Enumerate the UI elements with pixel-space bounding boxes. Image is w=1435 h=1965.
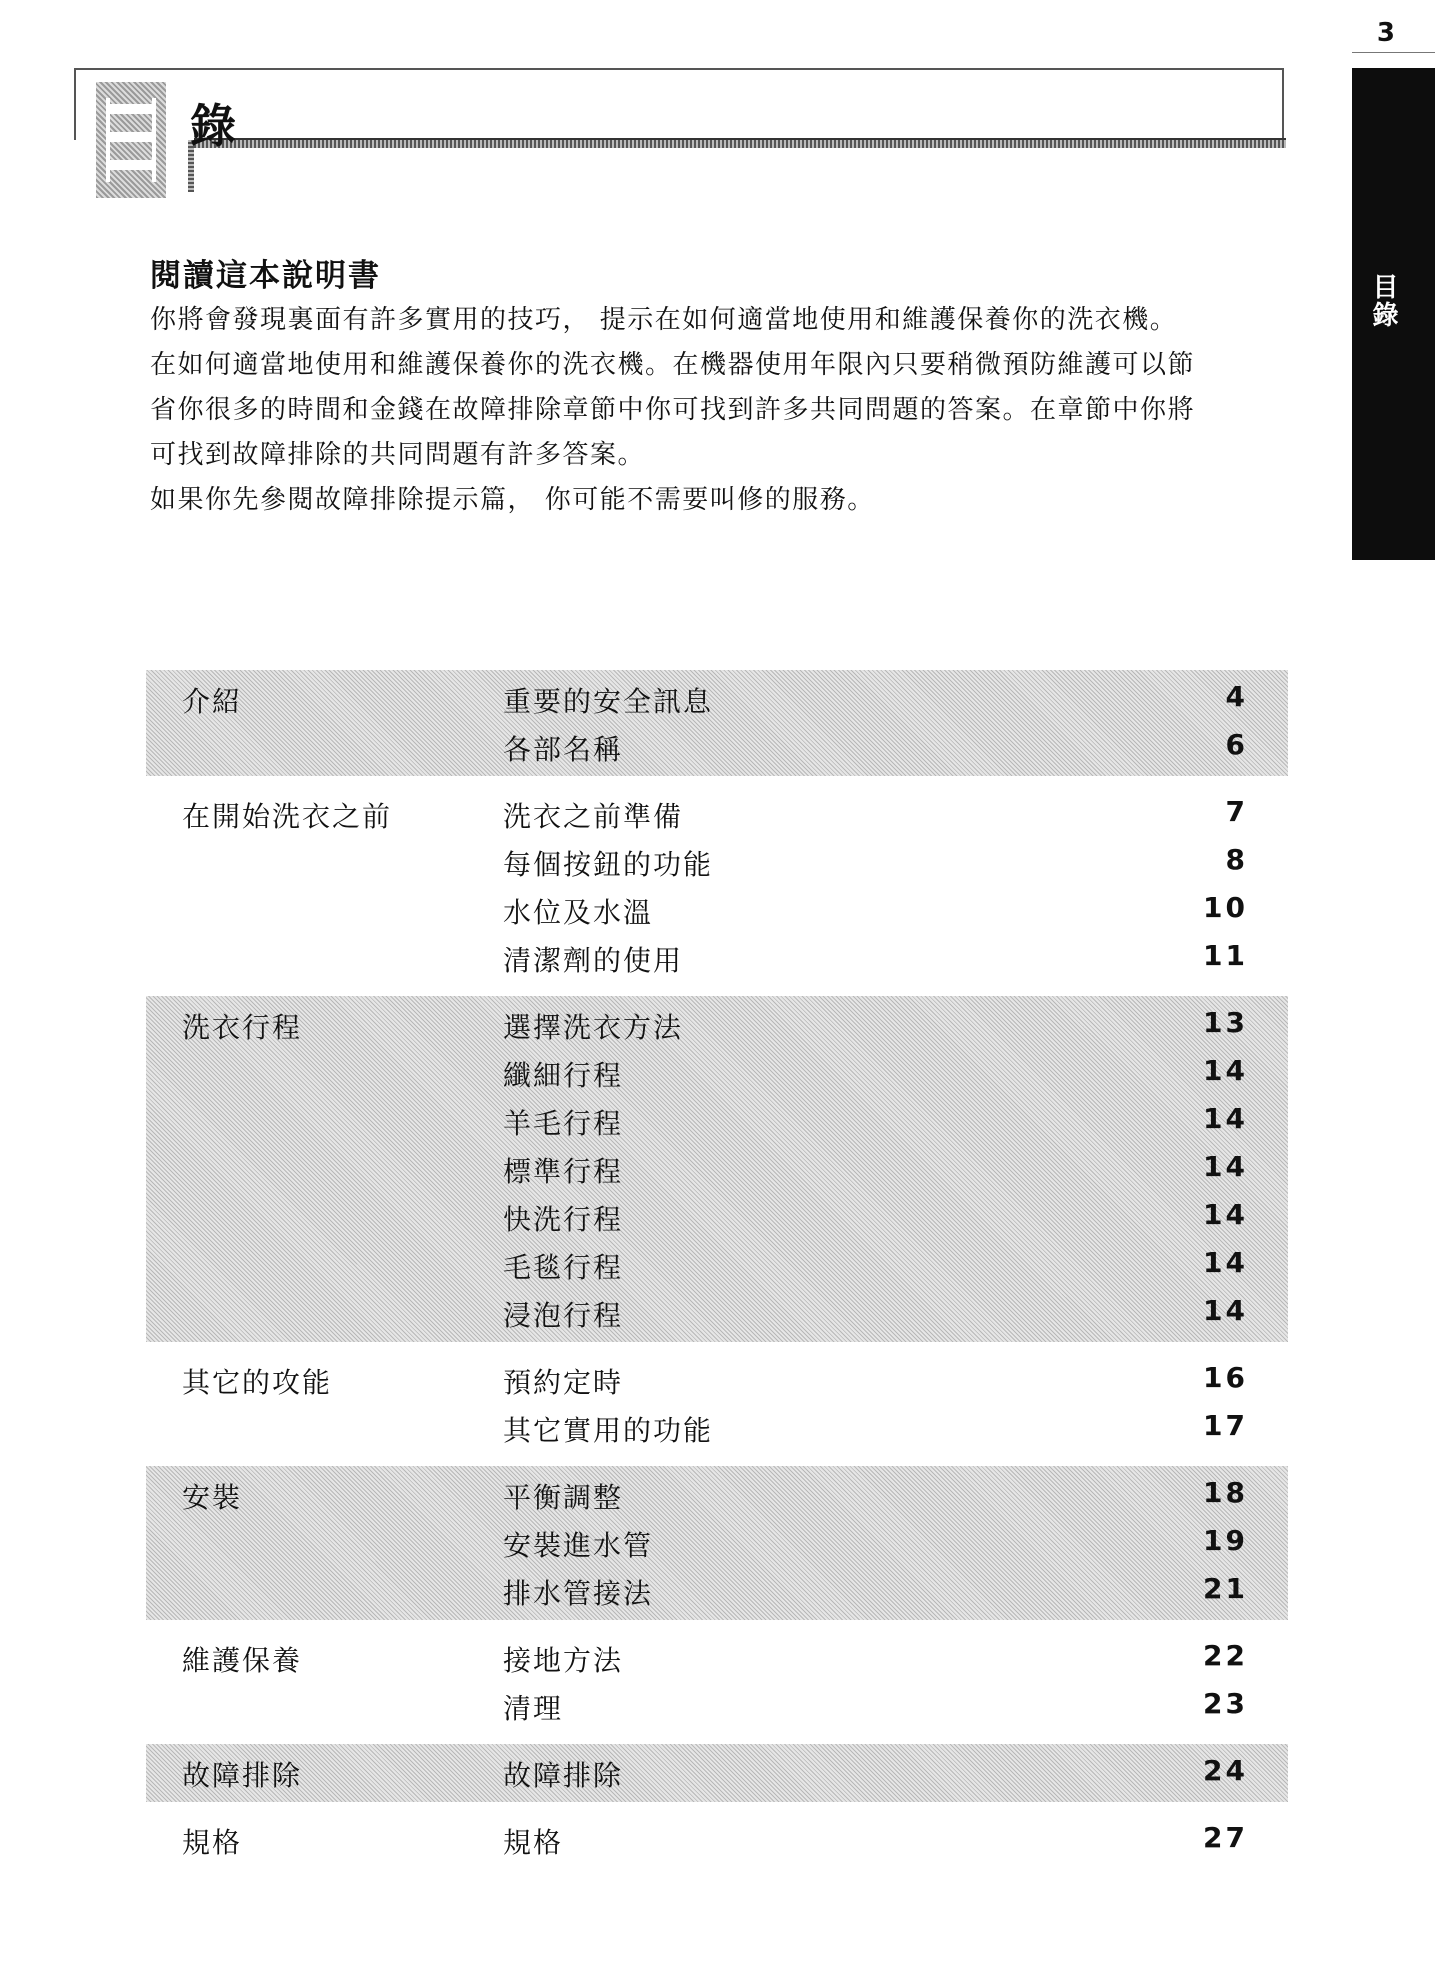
toc-section-label: 其它的攻能 xyxy=(182,1366,333,1399)
toc-entry-title: 規格 xyxy=(503,1826,564,1859)
toc-row[interactable] xyxy=(146,1002,1288,1050)
toc-page-number: 14 xyxy=(1203,1054,1248,1087)
toc-row[interactable] xyxy=(146,1520,1288,1568)
toc-entry-title: 安裝進水管 xyxy=(503,1529,654,1562)
toc-page-number: 17 xyxy=(1203,1409,1248,1442)
toc-page-number: 13 xyxy=(1203,1006,1248,1039)
toc-page-number: 8 xyxy=(1225,843,1248,876)
toc-entry-title: 其它實用的功能 xyxy=(503,1414,714,1447)
toc-row[interactable] xyxy=(146,1242,1288,1290)
toc-entry-title: 選擇洗衣方法 xyxy=(503,1011,684,1044)
intro-heading: 閱讀這本說明書 xyxy=(150,258,381,294)
toc-row[interactable] xyxy=(146,1357,1288,1405)
toc-entry-title: 平衡調整 xyxy=(503,1481,624,1514)
toc-row[interactable] xyxy=(146,1472,1288,1520)
toc-page-number: 14 xyxy=(1203,1150,1248,1183)
toc-page-number: 11 xyxy=(1203,939,1248,972)
intro-line: 你將會發現裏面有許多實用的技巧， 提示在如何適當地使用和維護保養你的洗衣機。 xyxy=(150,305,1178,335)
toc-row[interactable] xyxy=(146,676,1288,724)
toc-page-number: 22 xyxy=(1203,1639,1248,1672)
toc-section-label: 洗衣行程 xyxy=(182,1011,303,1044)
toc-page-number: 19 xyxy=(1203,1524,1248,1557)
toc-row[interactable] xyxy=(146,1635,1288,1683)
toc-row[interactable] xyxy=(146,1683,1288,1731)
toc-page-number: 27 xyxy=(1203,1821,1248,1854)
toc-row[interactable] xyxy=(146,791,1288,839)
toc-row[interactable] xyxy=(146,1146,1288,1194)
toc-section-label: 安裝 xyxy=(182,1481,243,1514)
side-tab xyxy=(1352,68,1435,560)
toc-page-number: 14 xyxy=(1203,1198,1248,1231)
intro-line: 可找到故障排除的共同問題有許多答案。 xyxy=(150,440,646,470)
toc-group xyxy=(146,1629,1288,1735)
intro-line: 如果你先參閱故障排除提示篇， 你可能不需要叫修的服務。 xyxy=(150,485,875,515)
toc-page-number: 16 xyxy=(1203,1361,1248,1394)
side-tab-label: 目錄 xyxy=(1368,273,1398,329)
toc-page-number: 6 xyxy=(1225,728,1248,761)
title-shadow xyxy=(194,140,1286,148)
toc-page-number: 24 xyxy=(1203,1754,1248,1787)
toc-entry-title: 重要的安全訊息 xyxy=(503,685,714,718)
toc-section-label: 規格 xyxy=(182,1826,243,1859)
toc-entry-title: 預約定時 xyxy=(503,1366,624,1399)
toc-row[interactable] xyxy=(146,1290,1288,1338)
toc-row[interactable] xyxy=(146,1050,1288,1098)
toc-entry-title: 各部名稱 xyxy=(503,733,624,766)
toc-page-number: 14 xyxy=(1203,1246,1248,1279)
toc-page-number: 4 xyxy=(1225,680,1248,713)
toc-row[interactable] xyxy=(146,839,1288,887)
toc-group xyxy=(146,785,1288,987)
toc-section-label: 維護保養 xyxy=(182,1644,303,1677)
title-char-icon xyxy=(96,82,166,198)
toc-page-number: 14 xyxy=(1203,1294,1248,1327)
toc-row[interactable] xyxy=(146,1817,1288,1865)
table-of-contents xyxy=(146,670,1288,1878)
page-number: 3 xyxy=(1376,18,1395,48)
toc-entry-title: 清理 xyxy=(503,1692,564,1725)
toc-row[interactable] xyxy=(146,887,1288,935)
toc-group xyxy=(146,670,1288,776)
toc-group xyxy=(146,1466,1288,1620)
toc-entry-title: 清潔劑的使用 xyxy=(503,944,684,977)
toc-section-label: 介紹 xyxy=(182,685,243,718)
toc-entry-title: 洗衣之前準備 xyxy=(503,800,684,833)
toc-row[interactable] xyxy=(146,935,1288,983)
toc-entry-title: 每個按鈕的功能 xyxy=(503,848,714,881)
intro-line: 省你很多的時間和金錢在故障排除章節中你可找到許多共同問題的答案。在章節中你將 xyxy=(150,395,1196,425)
toc-entry-title: 快洗行程 xyxy=(503,1203,624,1236)
toc-page-number: 21 xyxy=(1203,1572,1248,1605)
page-number-rule xyxy=(1352,52,1435,53)
toc-page-number: 23 xyxy=(1203,1687,1248,1720)
toc-group xyxy=(146,1811,1288,1869)
toc-group xyxy=(146,1351,1288,1457)
toc-entry-title: 排水管接法 xyxy=(503,1577,654,1610)
toc-row[interactable] xyxy=(146,1405,1288,1453)
toc-row[interactable] xyxy=(146,1750,1288,1798)
intro-line: 在如何適當地使用和維護保養你的洗衣機。在機器使用年限內只要稍微預防維護可以節 xyxy=(150,350,1196,380)
toc-row[interactable] xyxy=(146,1194,1288,1242)
toc-entry-title: 水位及水溫 xyxy=(503,896,654,929)
toc-row[interactable] xyxy=(146,1568,1288,1616)
toc-page-number: 10 xyxy=(1203,891,1248,924)
toc-entry-title: 羊毛行程 xyxy=(503,1107,624,1140)
toc-entry-title: 標準行程 xyxy=(503,1155,624,1188)
title-frame xyxy=(74,68,1284,140)
toc-page-number: 18 xyxy=(1203,1476,1248,1509)
toc-group xyxy=(146,996,1288,1342)
toc-row[interactable] xyxy=(146,1098,1288,1146)
toc-entry-title: 浸泡行程 xyxy=(503,1299,624,1332)
toc-section-label: 在開始洗衣之前 xyxy=(182,800,393,833)
intro-body xyxy=(150,298,1270,523)
toc-row[interactable] xyxy=(146,724,1288,772)
toc-group xyxy=(146,1744,1288,1802)
toc-entry-title: 接地方法 xyxy=(503,1644,624,1677)
toc-entry-title: 毛毯行程 xyxy=(503,1251,624,1284)
toc-page-number: 7 xyxy=(1225,795,1248,828)
page-title: 錄 xyxy=(190,99,238,153)
toc-entry-title: 纖細行程 xyxy=(503,1059,624,1092)
toc-page-number: 14 xyxy=(1203,1102,1248,1135)
toc-section-label: 故障排除 xyxy=(182,1759,303,1792)
toc-entry-title: 故障排除 xyxy=(503,1759,624,1792)
